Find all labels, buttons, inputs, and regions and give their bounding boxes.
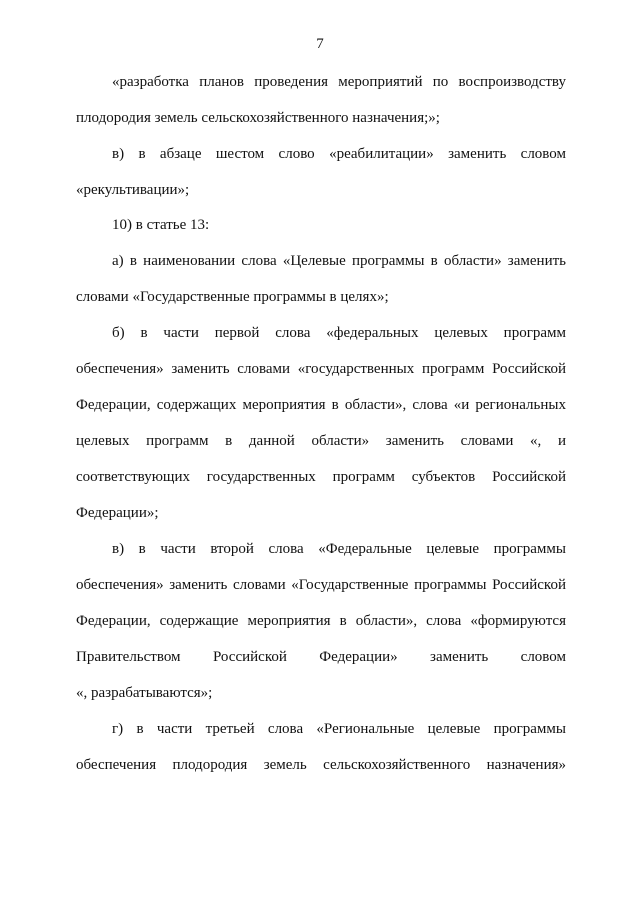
- text-line: в) в части второй слова «Федеральные целевые программы: [112, 541, 566, 557]
- text-line: обеспечения плодородия земель сельскохозяйственного назначения»: [76, 757, 566, 773]
- text-line: Федерации, содержащие мероприятия в области», слова «формируются: [76, 613, 566, 629]
- text-line: Федерации, содержащих мероприятия в области», слова «и региональных: [76, 397, 566, 413]
- text-line: «рекультивации»;: [76, 182, 190, 198]
- text-line: плодородия земель сельскохозяйственного назначения;»;: [76, 110, 440, 126]
- text-line: «, разрабатываются»;: [76, 685, 213, 701]
- text-line: «разработка планов проведения мероприятий по воспроизводству: [112, 74, 566, 90]
- text-line: Федерации»;: [76, 505, 159, 521]
- text-line: б) в части первой слова «федеральных целевых программ: [112, 325, 566, 341]
- text-line: словами «Государственные программы в целях»;: [76, 289, 389, 305]
- text-line: в) в абзаце шестом слово «реабилитации» заменить словом: [112, 146, 566, 162]
- text-line: Правительством Российской Федерации» заменить словом: [76, 649, 566, 665]
- text-line: обеспечения» заменить словами «государственных программ Российской: [76, 361, 566, 377]
- text-line: соответствующих государственных программ субъектов Российской: [76, 469, 566, 485]
- text-line: г) в части третьей слова «Региональные целевые программы: [112, 721, 566, 737]
- text-line: обеспечения» заменить словами «Государственные программы Российской: [76, 577, 566, 593]
- page-number: 7: [316, 36, 324, 52]
- text-line: целевых программ в данной области» заменить словами «, и: [76, 433, 566, 449]
- text-line: а) в наименовании слова «Целевые программы в области» заменить: [112, 253, 566, 269]
- text-line: 10) в статье 13:: [112, 217, 210, 233]
